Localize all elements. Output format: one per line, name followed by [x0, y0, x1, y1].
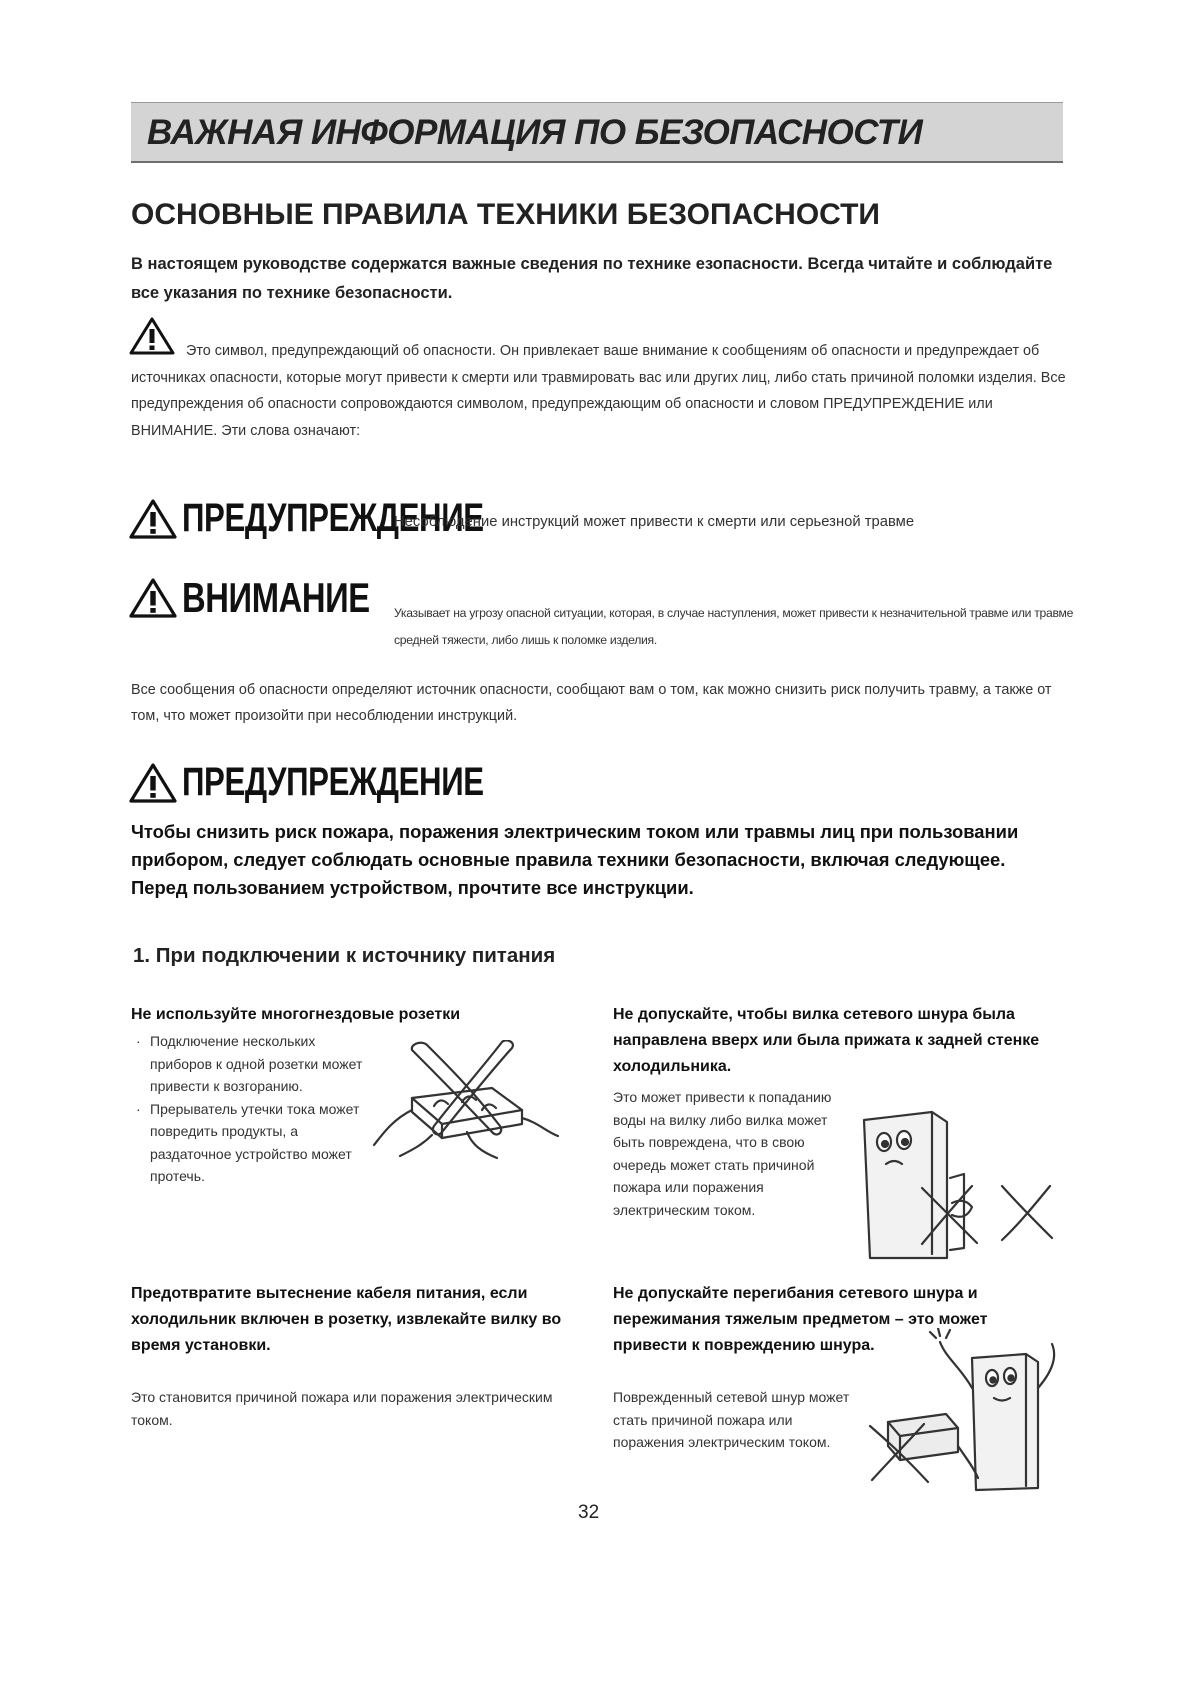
- section-title: 1. При подключении к источнику питания: [133, 944, 556, 967]
- signal-word-description: Указывает на угрозу опасной ситуации, которая, в случае наступления, может привести к незначительной травме или травме средней тяжести, либо лишь к поломке изделия.: [394, 606, 1074, 647]
- warning-label-text: ПРЕДУПРЕЖДЕНИЕ: [182, 760, 484, 804]
- warning-triangle-icon: [128, 498, 178, 540]
- warning-block-label: [128, 760, 569, 805]
- block-body: Это становится причиной пожара или поражения электрическим током.: [131, 1389, 553, 1428]
- warning-text-line: Перед пользованием устройством, прочтите все инструкции.: [131, 877, 694, 898]
- signal-word-label: ВНИМАНИЕ: [182, 574, 370, 621]
- block-heading: Не используйте многогнездовые розетки: [131, 1006, 461, 1023]
- header-title: ВАЖНАЯ ИНФОРМАЦИЯ ПО БЕЗОПАСНОСТИ: [147, 113, 923, 152]
- warning-triangle-icon: [128, 577, 178, 619]
- main-title: ОСНОВНЫЕ ПРАВИЛА ТЕХНИКИ БЕЗОПАСНОСТИ: [131, 198, 880, 231]
- block-body-content: Это может привести к попаданию воды на вилку либо вилка может быть повреждена, что в свою очередь может стать причиной пожара или поражения электрическим током.: [613, 1089, 832, 1218]
- bullet-item: [136, 1030, 365, 1098]
- intro-text: В настоящем руководстве содержатся важные сведения по технике езопасности. Всегда читайте и соблюдайте все указания по технике безопасности.: [131, 255, 1053, 302]
- block-body: Поврежденный сетевой шнур может стать причиной пожара или поражения электрическим током.: [613, 1389, 850, 1450]
- signal-word-caution: [128, 574, 423, 622]
- bullet-text: Прерыватель утечки тока может повредить продукты, а раздаточное устройство может протечь.: [150, 1100, 360, 1184]
- warning-triangle-icon: [128, 762, 178, 804]
- warning-block-text: [131, 818, 1066, 902]
- bullet-marker: ·: [136, 1100, 141, 1117]
- page-number: 32: [578, 1502, 600, 1523]
- multi-socket-illustration: [372, 1040, 562, 1160]
- header-bar: [131, 102, 1063, 163]
- bullet-text: Подключение нескольких приборов к одной розетки может привести к возгоранию.: [150, 1033, 363, 1094]
- bullet-marker: ·: [136, 1033, 141, 1049]
- warning-text-line: Чтобы снизить риск пожара, поражения электрическим током или травмы лиц при пользовании прибором, следует соблюдать основные правила техники безопасности, включая следующее.: [131, 821, 1019, 870]
- summary-text: Все сообщения об опасности определяют источник опасности, сообщают вам о том, как можно снизить риск получить травму, а также от том, что может произойти при несоблюдении инструкций.: [131, 682, 1052, 724]
- signal-word-description: Несоблюдение инструкций может привести к смерти или серьезной травме: [394, 514, 915, 530]
- bullet-item: [136, 1098, 365, 1188]
- signal-word-label: ПРЕДУПРЕЖДЕНИЕ: [182, 496, 484, 540]
- block-heading: Не допускайте, чтобы вилка сетевого шнура была направлена вверх или была прижата к задней стенке холодильника.: [613, 1006, 1040, 1075]
- fridge-cord-illustration: [866, 1328, 1062, 1494]
- fridge-plug-illustration: [852, 1108, 1062, 1260]
- symbol-explanation: Это символ, предупреждающий об опасности. Он привлекает ваше внимание к сообщениям об опасности и предупреждает об источниках опасности, которые могут привести к смерти или травмировать вас или других лиц, либо стать причиной поломки изделия. Все предупреждения об опасности сопровождаются символом, предупреждающим об опасности и словом ПРЕДУПРЕЖДЕНИЕ или ВНИМАНИЕ. Эти слова означают:: [131, 343, 1066, 439]
- block-heading: Предотвратите вытеснение кабеля питания, если холодильник включен в розетку, извлекайте вилку во время установки.: [131, 1285, 562, 1354]
- block-heading: Не допускайте перегибания сетевого шнура и пережимания тяжелым предметом – это может привести к повреждению шнура.: [613, 1285, 988, 1354]
